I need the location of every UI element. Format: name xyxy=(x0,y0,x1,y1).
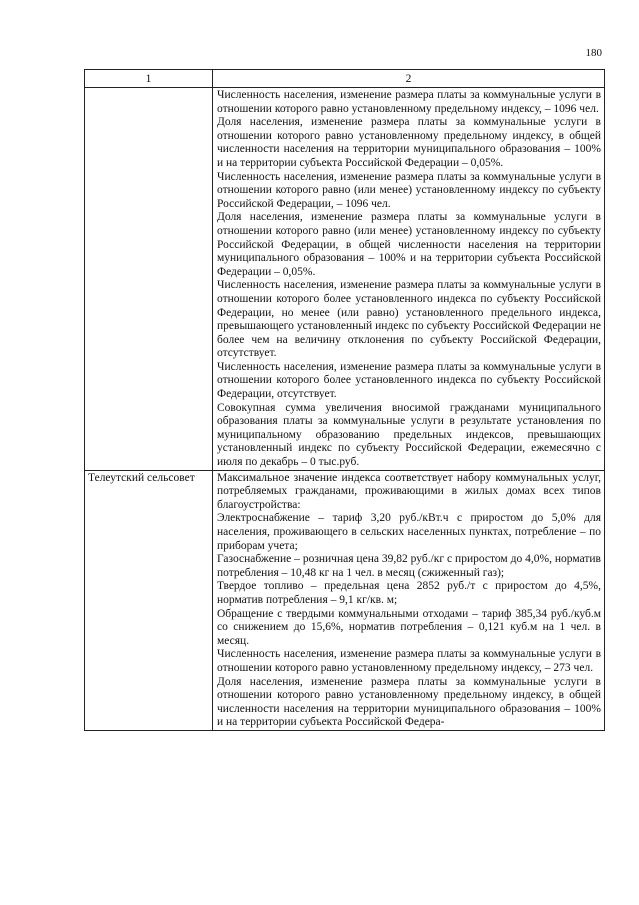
paragraph: Твердое топливо – предельная цена 2852 руб./т с приростом до 4,5%, норматив потребления – 9,1 кг/кв. м; xyxy=(217,580,601,606)
paragraph: Численность населения, изменение размера платы за коммунальные услуги в отношении которого равно установленному предельному индексу, – 273 чел. xyxy=(217,648,601,674)
paragraph: Электроснабжение – тариф 3,20 руб./кВт.ч с приростом до 5,0% для населения, проживающего в сельских населенных пунктах, потребление – по приборам учета; xyxy=(217,512,601,552)
table-row xyxy=(85,470,605,730)
paragraph: Совокупная сумма увеличения вносимой гражданами муниципального образования платы за коммунальные услуги в результате установления по муниципальному образованию предельных индексов, превышающих установленный индекс по субъекту Российской Федерации, ежемесячно с июля по декабрь – 0 тыс.руб. xyxy=(217,401,601,469)
paragraph: Обращение с твердыми коммунальными отходами – тариф 385,34 руб./куб.м со снижением до 15,6%, норматив потребления – 0,121 куб.м на 1 чел. в месяц. xyxy=(217,607,601,647)
paragraph: Численность населения, изменение размера платы за коммунальные услуги в отношении которого более установленного индекса по субъекту Российской Федерации, отсутствует. xyxy=(217,360,601,401)
region-cell xyxy=(85,470,213,730)
paragraph: Доля населения, изменение размера платы за коммунальные услуги в отношении которого равно (или менее) установленному индексу по субъекту Российской Федерации, в общей численности населения на территории муниципального образования – 100% и на территории субъекта Российской Федерации – 0,05%. xyxy=(217,211,601,278)
region-cell xyxy=(85,88,213,471)
column-header-1: 1 xyxy=(85,70,213,88)
table-header-row xyxy=(85,70,605,88)
paragraph: Максимальное значение индекса соответствует набору коммунальных услуг, потребляемых гражданами, проживающими в жилых домах всех типов благоустройства: xyxy=(217,471,601,511)
table-row xyxy=(85,88,605,471)
paragraph: Доля населения, изменение размера платы за коммунальные услуги в отношении которого равно установленному предельному индексу, в общей численности населения на территории муниципального образования – 100% и на территории субъекта Российской Федерации – 0,05%. xyxy=(217,116,601,169)
paragraph: Доля населения, изменение размера платы за коммунальные услуги в отношении которого равно установленному предельному индексу, в общей численности населения на территории муниципального образования – 100% и на территории субъекта Российской Федера- xyxy=(217,675,601,729)
page-number: 180 xyxy=(585,47,602,59)
content-cell xyxy=(213,470,605,730)
document-table xyxy=(84,69,605,731)
column-header-2: 2 xyxy=(213,70,605,88)
paragraph: Численность населения, изменение размера платы за коммунальные услуги в отношении которого более установленного индекса по субъекту Российской Федерации, но менее (или равно) установленного предельного индекса, превышающего установленный индекс по субъекту Российской Федерации не более чем на величину отклонения по субъекту Российской Федерации, отсутствует. xyxy=(217,279,601,360)
paragraph: Численность населения, изменение размера платы за коммунальные услуги в отношении которого равно установленному предельному индексу, – 1096 чел. xyxy=(217,89,601,115)
region-name: Телеутский сельсовет xyxy=(88,471,195,484)
paragraph: Численность населения, изменение размера платы за коммунальные услуги в отношении которого равно (или менее) установленному индексу по субъекту Российской Федерации, – 1096 чел. xyxy=(217,170,601,210)
content-cell xyxy=(213,88,605,471)
paragraph: Газоснабжение – розничная цена 39,82 руб./кг с приростом до 4,0%, норматив потребления – 10,48 кг на 1 чел. в месяц (сжиженный газ); xyxy=(217,553,601,579)
